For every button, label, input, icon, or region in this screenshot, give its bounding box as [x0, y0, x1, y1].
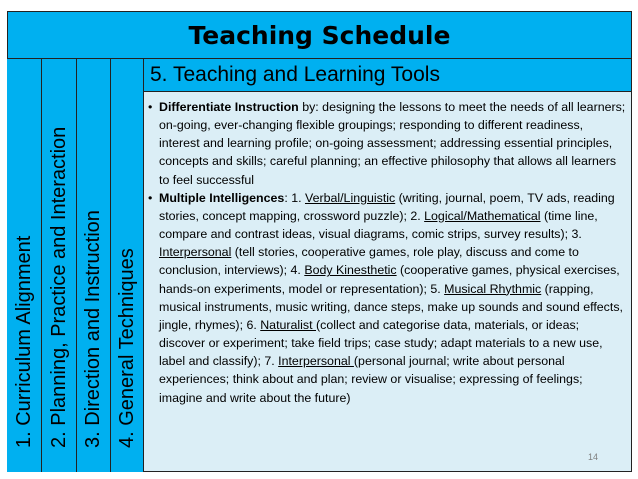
section-heading: 5. Teaching and Learning Tools — [150, 63, 440, 86]
mi-text: (cooperative games, physical exercises, hands-on experiments, model or representation); 5. — [159, 263, 620, 296]
content-text — [148, 98, 626, 407]
bullet-differentiate-instruction — [148, 98, 626, 189]
mi-text: (collect and categorise data, materials, or ideas; discover or experiment; take field trips; case study; adapt materials to a new use, label and classify); 7. — [159, 317, 603, 369]
page-title: Teaching Schedule — [188, 20, 451, 50]
mi-intrapersonal: Interpersonal — [278, 354, 354, 369]
title-bar — [7, 11, 632, 59]
column-general-techniques — [111, 59, 144, 472]
column-label-1: 1. Curriculum Alignment — [13, 235, 35, 448]
bullet-dot: • — [148, 190, 153, 205]
mi-text: (writing, journal, poem, TV ads, reading stories, concept mapping, crossword puzzle); 2. — [159, 190, 615, 223]
section-content — [144, 92, 632, 472]
section-header — [144, 59, 632, 92]
mi-text: : 1. — [284, 190, 305, 205]
mi-text: (tell stories, cooperative games, role play, discuss and come to conclusion, interviews); 4. — [159, 245, 579, 278]
bullet-text: by: designing the lessons to meet the needs of all learners; on-going, ever-changing flexible groupings; responding to different readiness, interest and learning profile; on-going assessment; addressing essential principles, concepts and skills; careful planning; an effective philosophy that allows all learners to feel successful — [159, 100, 626, 187]
mi-musical-rhythmic: Musical Rhythmic — [444, 281, 542, 296]
mi-text: (time line, compare and contrast ideas, visual diagrams, comic strips, survey results); 3. — [159, 208, 598, 242]
mi-interpersonal: Interpersonal — [159, 245, 232, 260]
column-label-4: 4. General Techniques — [116, 248, 138, 448]
mi-text: (rapping, musical instruments, music writing, dance steps, make up sounds and sound effects, jingle, rhymes); 6. — [159, 281, 623, 332]
bullet-multiple-intelligences — [148, 189, 626, 407]
bullet-dot: • — [148, 100, 153, 114]
mi-body-kinesthetic: Body Kinesthetic — [304, 263, 397, 278]
column-planning-practice — [42, 59, 77, 472]
bullet-lead: Multiple Intelligences — [159, 190, 285, 205]
column-curriculum-alignment — [7, 59, 42, 472]
page-number: 14 — [588, 452, 599, 462]
mi-naturalist: Naturalist — [260, 317, 317, 332]
column-label-2: 2. Planning, Practice and Interaction — [48, 126, 70, 448]
mi-verbal-linguistic: Verbal/Linguistic — [304, 190, 396, 205]
bullet-lead: Differentiate Instruction — [159, 100, 299, 114]
mi-text: (personal journal; write about personal experiences; think about and plan; review or visualise; expressing of feelings; imagine and write about the future) — [159, 354, 583, 405]
mi-logical-mathematical: Logical/Mathematical — [424, 208, 541, 223]
column-label-3: 3. Direction and Instruction — [82, 210, 104, 448]
column-direction-instruction — [77, 59, 111, 472]
